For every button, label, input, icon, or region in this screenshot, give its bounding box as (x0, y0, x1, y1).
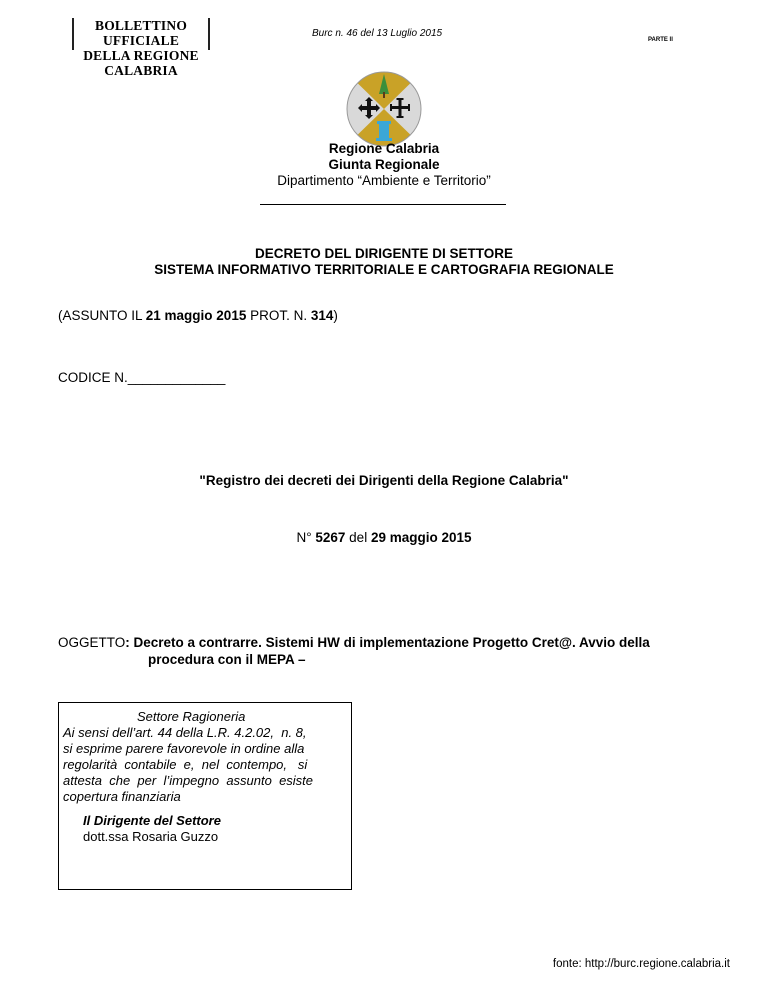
dirigente-title: Il Dirigente del Settore (83, 813, 221, 828)
ragioneria-line-5: copertura finanziaria (63, 789, 181, 804)
parte-label: PARTE II (648, 37, 673, 43)
ragioneria-box (58, 702, 352, 890)
region-name: Regione Calabria (328, 141, 440, 156)
assunto-suffix: ) (333, 308, 338, 323)
numero-del: del (345, 530, 371, 545)
ragioneria-line-2: si esprime parere favorevole in ordine alla (63, 741, 305, 756)
dipartimento-name: Dipartimento “Ambiente e Territorio” (277, 173, 491, 188)
prot-label: PROT. N. (246, 308, 311, 323)
dirigente-name: dott.ssa Rosaria Guzzo (83, 829, 219, 844)
decree-title-2: SISTEMA INFORMATIVO TERRITORIALE E CARTOGRAFIA REGIONALE (154, 262, 614, 277)
oggetto-label: OGGETTO (58, 635, 126, 650)
oggetto-line-1 (58, 635, 714, 650)
numero-value: 5267 (315, 530, 346, 545)
registro-title: "Registro dei decreti dei Dirigenti della Regione Calabria" (199, 473, 569, 488)
oggetto-text-2: procedura con il MEPA – (148, 652, 306, 667)
ragioneria-title: Settore Ragioneria (137, 709, 246, 724)
bollettino-masthead (72, 18, 210, 78)
codice-line: CODICE N._____________ (58, 370, 226, 385)
ragioneria-text (63, 725, 347, 805)
oggetto-text-1: : Decreto a contrarre. Sistemi HW di implementazione Progetto Cret@. Avvio della (125, 635, 650, 650)
masthead-line-2: DELLA REGIONE CALABRIA (83, 48, 199, 78)
numero-prefix: N° (296, 530, 316, 545)
ragioneria-line-1: Ai sensi dell’art. 44 della L.R. 4.2.02, n. 8, (63, 725, 307, 740)
giunta-name: Giunta Regionale (328, 157, 440, 172)
numero-line (0, 530, 768, 545)
masthead-line-1: BOLLETTINO UFFICIALE (94, 18, 188, 48)
assunto-line (58, 308, 338, 323)
decree-title-1: DECRETO DEL DIRIGENTE DI SETTORE (254, 246, 514, 261)
burc-reference: Burc n. 46 del 13 Luglio 2015 (312, 28, 443, 39)
ragioneria-line-4: attesta che per l’impegno assunto esiste (63, 773, 314, 788)
source-footer: fonte: http://burc.regione.calabria.it (552, 958, 730, 970)
regione-calabria-emblem-icon (344, 70, 424, 148)
header-divider (260, 204, 506, 205)
assunto-date: 21 maggio 2015 (145, 308, 247, 323)
assunto-prefix: (ASSUNTO IL (58, 308, 146, 323)
prot-number: 314 (310, 308, 334, 323)
numero-date: 29 maggio 2015 (370, 530, 472, 545)
ragioneria-line-3: regolarità contabile e, nel contempo, si (63, 757, 308, 772)
